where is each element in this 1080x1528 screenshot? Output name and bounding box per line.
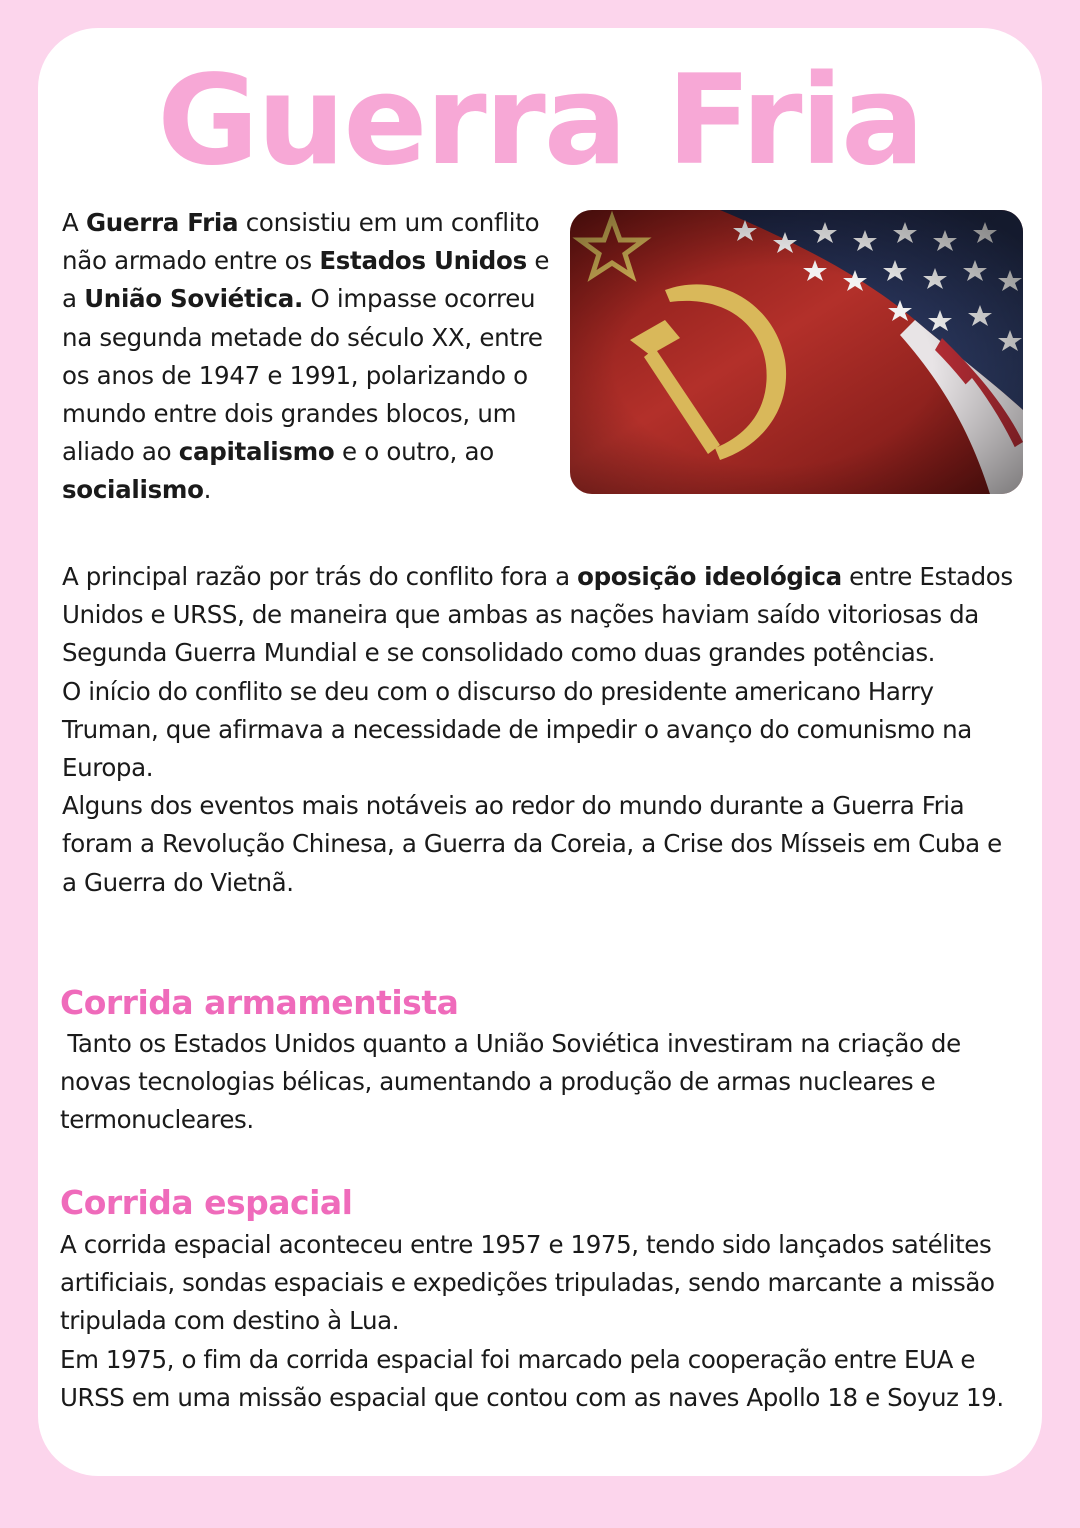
- intro-paragraph: [62, 204, 552, 510]
- arms-race-heading: Corrida armamentista: [60, 983, 459, 1022]
- intro-bold-term: União Soviética.: [84, 284, 303, 314]
- intro-text: .: [203, 475, 212, 505]
- body-paragraph-1: [62, 558, 1022, 673]
- intro-text: e a: [62, 246, 550, 314]
- body-text: entre Estados Unidos e URSS, de maneira que ambas as nações haviam saído vitoriosas da Segunda Guerra Mundial e se consolidado como duas grandes potências.: [62, 562, 1013, 668]
- ussr-usa-flags-image: [570, 210, 1023, 494]
- intro-bold-term: Estados Unidos: [319, 246, 527, 276]
- body-bold-term: oposição ideológica: [577, 562, 842, 591]
- intro-text: O impasse ocorreu na segunda metade do século XX, entre os anos de 1947 e 1991, polarizando o mundo entre dois grandes blocos, um aliado ao: [62, 284, 543, 467]
- page-title: Guerra Fria: [157, 49, 923, 193]
- intro-text: e o outro, ao: [334, 437, 494, 467]
- body-paragraph-3: Alguns dos eventos mais notáveis ao redor do mundo durante a Guerra Fria foram a Revolução Chinesa, a Guerra da Coreia, a Crise dos Mísseis em Cuba e a Guerra do Vietnã.: [62, 791, 1002, 897]
- intro-bold-term: capitalismo: [178, 437, 335, 467]
- space-race-paragraph-1: A corrida espacial aconteceu entre 1957 e 1975, tendo sido lançados satélites artificiais, sondas espaciais e expedições tripuladas, sendo marcante a missão tripulada com destino à Lua.: [60, 1230, 995, 1336]
- space-race-heading: Corrida espacial: [60, 1183, 353, 1222]
- arms-race-section: [60, 1025, 1025, 1140]
- intro-text: A: [62, 208, 86, 237]
- body-paragraph-2: O início do conflito se deu com o discurso do presidente americano Harry Truman, que afirmava a necessidade de impedir o avanço do comunismo na Europa.: [62, 676, 972, 783]
- space-race-section: [60, 1226, 1025, 1417]
- main-body: [62, 558, 1022, 902]
- intro-text: consistiu em um conflito não armado entre os: [62, 208, 540, 276]
- body-text: A principal razão por trás do conflito fora a: [62, 562, 578, 591]
- intro-bold-term: socialismo: [62, 475, 204, 505]
- space-race-paragraph-2: Em 1975, o fim da corrida espacial foi marcado pela cooperação entre EUA e URSS em uma missão espacial que contou com as naves Apollo 18 e Soyuz 19.: [60, 1344, 1004, 1412]
- arms-race-text: Tanto os Estados Unidos quanto a União Soviética investiram na criação de novas tecnologias bélicas, aumentando a produção de armas nucleares e termonucleares.: [60, 1029, 969, 1135]
- intro-bold-term: Guerra Fria: [85, 208, 239, 237]
